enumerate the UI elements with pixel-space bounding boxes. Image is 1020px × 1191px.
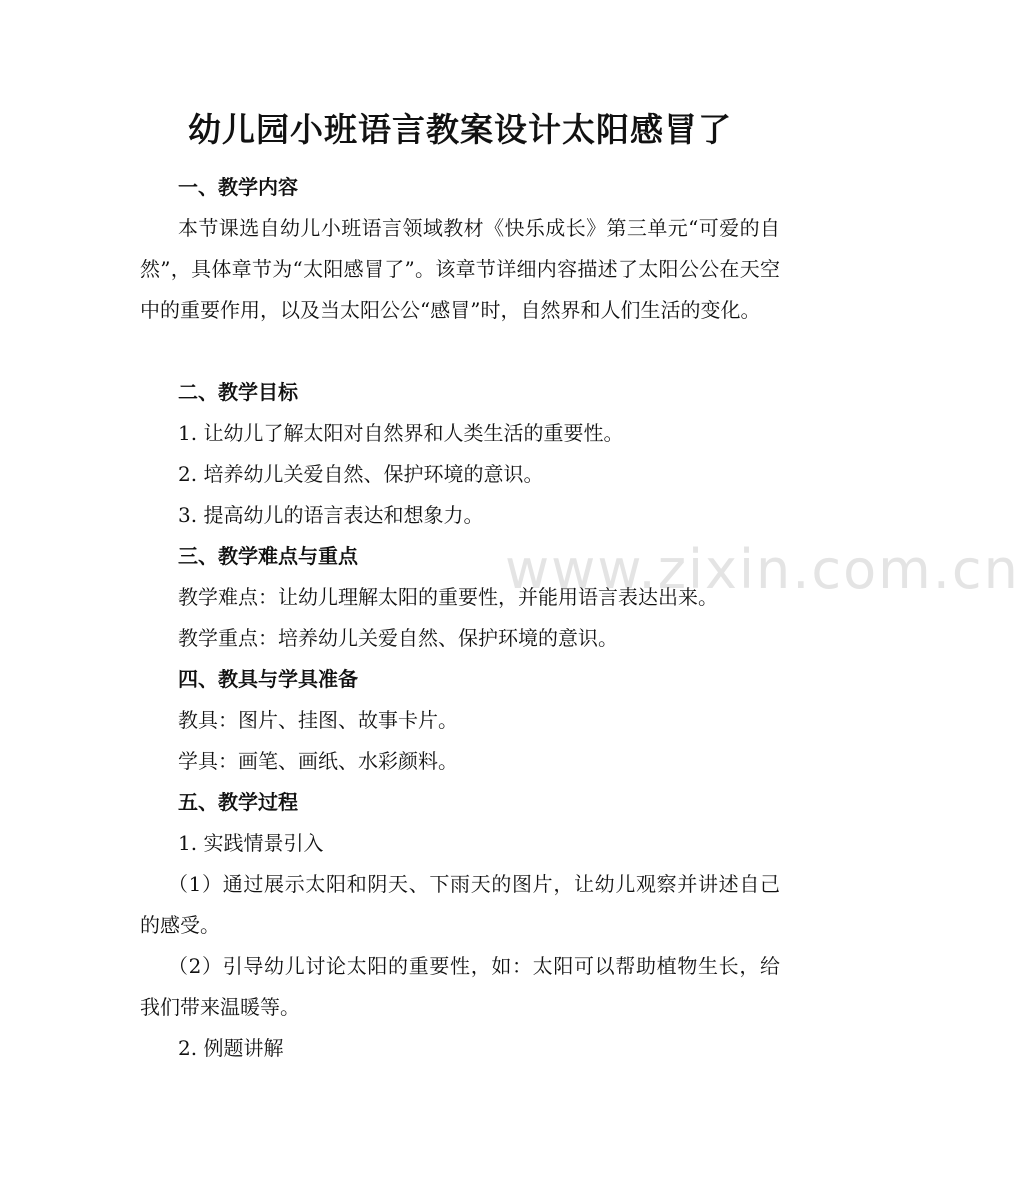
section-heading-difficulty: 三、教学难点与重点 bbox=[178, 544, 358, 568]
section-heading-goals: 二、教学目标 bbox=[178, 380, 298, 404]
process-paragraph-1: （1）通过展示太阳和阴天、下雨天的图片，让幼儿观察并讲述自己的感受。 bbox=[140, 872, 780, 937]
process-paragraph-2: （2）引导幼儿讨论太阳的重要性，如：太阳可以帮助植物生长，给我们带来温暖等。 bbox=[140, 954, 780, 1019]
process-step-1: 1. 实践情景引入 bbox=[178, 831, 324, 855]
difficulty-text: 教学难点：让幼儿理解太阳的重要性，并能用语言表达出来。 bbox=[178, 585, 718, 609]
watermark: www.zixin.com.cn bbox=[505, 538, 1020, 601]
section-heading-process: 五、教学过程 bbox=[178, 790, 298, 814]
goal-item-1: 1. 让幼儿了解太阳对自然界和人类生活的重要性。 bbox=[178, 421, 624, 445]
student-tools-text: 学具：画笔、画纸、水彩颜料。 bbox=[178, 749, 458, 773]
goal-item-2: 2. 培养幼儿关爱自然、保护环境的意识。 bbox=[178, 462, 544, 486]
teacher-tools-text: 教具：图片、挂图、故事卡片。 bbox=[178, 708, 458, 732]
section-heading-tools: 四、教具与学具准备 bbox=[178, 667, 358, 691]
section-heading-content: 一、教学内容 bbox=[178, 175, 298, 199]
document-title: 幼儿园小班语言教案设计太阳感冒了 bbox=[188, 110, 732, 149]
focus-text: 教学重点：培养幼儿关爱自然、保护环境的意识。 bbox=[178, 626, 618, 650]
goal-item-3: 3. 提高幼儿的语言表达和想象力。 bbox=[178, 503, 484, 527]
section-content-paragraph: 本节课选自幼儿小班语言领域教材《快乐成长》第三单元“可爱的自然”，具体章节为“太阳感冒了”。该章节详细内容描述了太阳公公在天空中的重要作用，以及当太阳公公“感冒”时，自然界和人们生活的变化。 bbox=[140, 216, 780, 322]
process-step-2: 2. 例题讲解 bbox=[178, 1036, 284, 1060]
